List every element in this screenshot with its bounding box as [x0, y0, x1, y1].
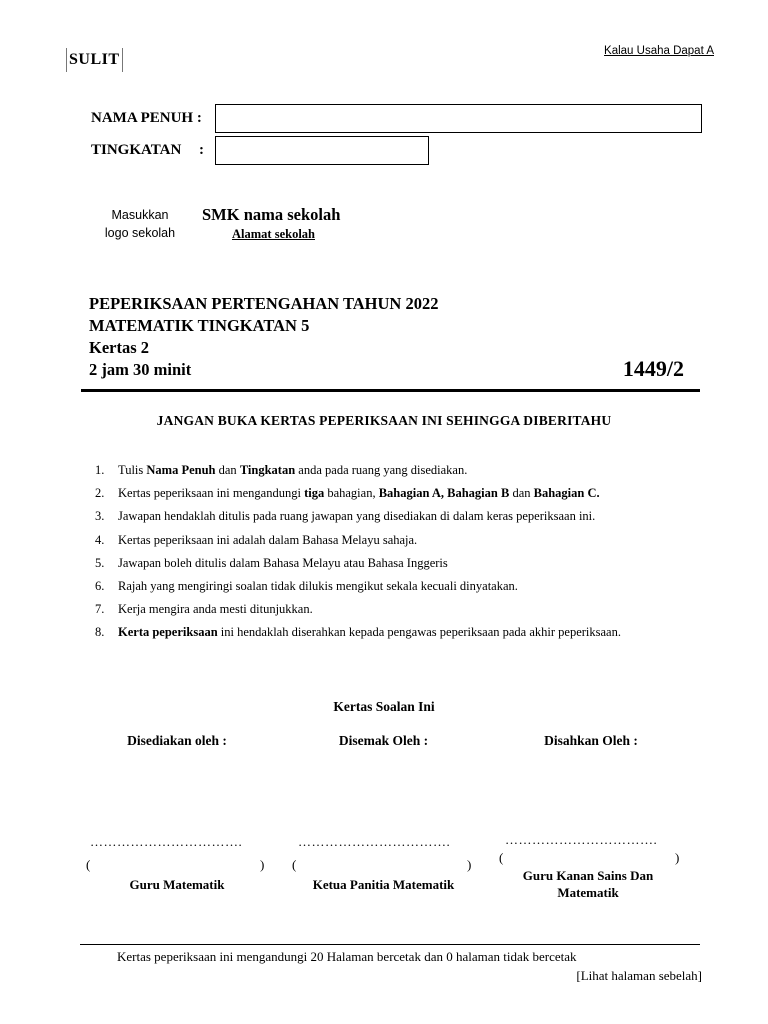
instructions-list: [95, 461, 621, 647]
instruction-emphasis: Kerta peperiksaan: [118, 625, 218, 640]
instruction-item: [95, 554, 621, 577]
logo-placeholder-line1: Masukkan: [111, 208, 169, 222]
instruction-number: 3.: [95, 509, 105, 524]
title-divider: [81, 389, 700, 392]
checked-role: Ketua Panitia Matematik: [312, 877, 455, 892]
instruction-item: [95, 461, 621, 484]
instruction-text: [118, 484, 600, 507]
instruction-number: 7.: [95, 602, 105, 617]
instruction-fragment: Kertas peperiksaan ini adalah dalam Bahasa Melayu sahaja.: [118, 532, 418, 547]
instruction-fragment: bahagian,: [324, 486, 379, 501]
approved-role: [495, 867, 681, 901]
instruction-fragment: Rajah yang mengiringi soalan tidak dilukis mengikut sekala kecuali dinyatakan.: [118, 578, 518, 593]
checked-by-label: Disemak Oleh :: [338, 733, 429, 748]
exam-subject: MATEMATIK TINGKATAN 5: [89, 316, 310, 335]
instruction-item: [95, 623, 621, 646]
approved-role-line1: Guru Kanan Sains Dan: [522, 868, 654, 883]
school-name: SMK nama sekolah: [202, 205, 341, 224]
checked-paren-open: (: [292, 857, 297, 872]
instruction-item: [95, 600, 621, 623]
instruction-emphasis: Nama Penuh: [146, 463, 216, 477]
instruction-fragment: Kertas peperiksaan ini mengandungi: [118, 486, 305, 501]
page-count-note: Kertas peperiksaan ini mengandungi 20 Halaman bercetak dan 0 halaman tidak bercetak: [117, 949, 577, 964]
instruction-text: [118, 600, 313, 623]
logo-placeholder-line2: logo sekolah: [104, 226, 176, 240]
class-field[interactable]: [215, 136, 429, 165]
instruction-number: 1.: [95, 463, 105, 477]
instruction-fragment: ini hendaklah diserahkan kepada pengawas peperiksaan pada akhir peperiksaan.: [217, 625, 621, 640]
instruction-fragment: dan: [509, 486, 534, 501]
prepared-role: Guru Matematik: [129, 877, 225, 892]
prepared-paren-open: (: [86, 857, 91, 872]
instruction-emphasis: tiga: [304, 486, 325, 501]
instruction-text: [118, 554, 448, 577]
instruction-fragment: Tulis: [118, 463, 147, 477]
class-label: TINGKATAN: [91, 142, 182, 158]
next-page-note: [Lihat halaman sebelah]: [576, 968, 702, 983]
checked-paren-close: ): [467, 857, 472, 872]
school-address: Alamat sekolah: [232, 227, 315, 241]
instruction-fragment: Jawapan hendaklah ditulis pada ruang jawapan yang disediakan di dalam keras peperiksaan ini.: [118, 509, 596, 524]
instruction-fragment: Kerja mengira anda mesti ditunjukkan.: [118, 602, 313, 617]
approved-paren-open: (: [499, 850, 504, 865]
instruction-number: 8.: [95, 625, 105, 640]
prepared-by-label: Disediakan oleh :: [127, 733, 227, 748]
instruction-text: [118, 577, 518, 600]
approved-by-label: Disahkan Oleh :: [544, 733, 638, 748]
prepared-paren-close: ): [260, 857, 265, 872]
instruction-item: [95, 577, 621, 600]
logo-placeholder: [100, 206, 180, 242]
warning-text: JANGAN BUKA KERTAS PEPERIKSAAN INI SEHINGGA DIBERITAHU: [156, 413, 612, 428]
name-label: NAMA PENUH :: [91, 110, 202, 126]
instruction-item: [95, 484, 621, 507]
instruction-text: [118, 461, 467, 484]
instruction-fragment: Jawapan boleh ditulis dalam Bahasa Melayu atau Bahasa Inggeris: [118, 555, 448, 570]
footer-divider: [80, 944, 700, 945]
instruction-emphasis: Tingkatan: [239, 463, 296, 477]
approved-signature-line: …………………………….: [505, 832, 658, 847]
paper-code: 1449/2: [622, 356, 684, 381]
approved-paren-close: ): [675, 850, 680, 865]
exam-paper: Kertas 2: [89, 338, 150, 357]
instruction-item: [95, 507, 621, 530]
instruction-emphasis: Bahagian C.: [533, 486, 600, 501]
instruction-fragment: dan: [215, 463, 240, 477]
instruction-text: [118, 531, 417, 554]
approved-role-line2: Matematik: [557, 885, 619, 900]
instruction-text: [118, 507, 595, 530]
signoff-heading: Kertas Soalan Ini: [333, 699, 435, 714]
class-label-colon: :: [199, 142, 204, 158]
motto-text: Kalau Usaha Dapat A: [604, 45, 714, 57]
exam-duration: 2 jam 30 minit: [89, 360, 192, 379]
instruction-fragment: anda pada ruang yang disediakan.: [295, 463, 468, 477]
prepared-signature-line: …………………………….: [90, 834, 243, 849]
instruction-text: [118, 623, 621, 646]
exam-title: PEPERIKSAAN PERTENGAHAN TAHUN 2022: [89, 294, 439, 313]
sulit-label: SULIT: [66, 48, 123, 72]
instruction-emphasis: Bahagian A, Bahagian B: [378, 486, 510, 501]
instruction-item: [95, 531, 621, 554]
instruction-number: 4.: [95, 532, 105, 547]
instruction-number: 2.: [95, 486, 105, 501]
instruction-number: 5.: [95, 555, 105, 570]
checked-signature-line: …………………………….: [298, 834, 451, 849]
instruction-number: 6.: [95, 578, 105, 593]
name-field[interactable]: [215, 104, 702, 133]
